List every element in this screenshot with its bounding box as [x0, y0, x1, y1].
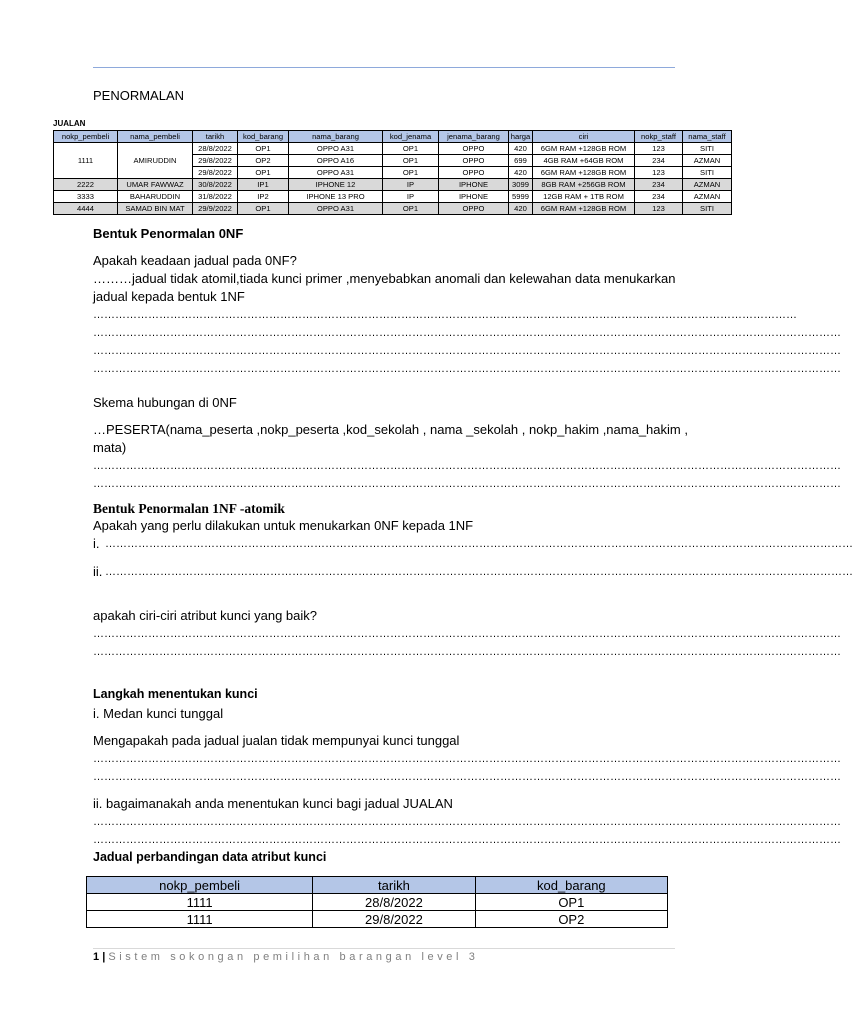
cell: OP1 — [238, 203, 289, 215]
jualan-table — [53, 130, 732, 215]
cell: OPPO A31 — [289, 203, 383, 215]
cell: 6GM RAM +128GB ROM — [533, 143, 635, 155]
cell: 2222 — [54, 179, 118, 191]
col-header: harga — [509, 131, 533, 143]
answer-line[interactable]: …………………………………………………………………………………………………………………………………………………………………………………… — [93, 345, 841, 357]
footer-rule — [93, 948, 675, 949]
answer-line[interactable]: …………………………………………………………………………………………………………………………………………………………………………………… — [93, 628, 841, 640]
cell: 699 — [509, 155, 533, 167]
cell: AZMAN — [683, 155, 732, 167]
question-1nf-2: apakah ciri-ciri atribut kunci yang baik? — [93, 608, 317, 623]
cell: OPPO — [439, 155, 509, 167]
cell: OPPO — [439, 167, 509, 179]
cell: 5999 — [509, 191, 533, 203]
cell: 420 — [509, 167, 533, 179]
page-footer — [93, 951, 478, 963]
footer-separator: | — [102, 951, 106, 963]
col-header: ciri — [533, 131, 635, 143]
answer-0nf-2-line1: …PESERTA(nama_peserta ,nokp_peserta ,kod_sekolah , nama _sekolah , nokp_hakim ,nama_hakim , — [93, 422, 688, 437]
cell: IP1 — [238, 179, 289, 191]
answer-line[interactable]: ………………………………………………………………………………………………………………………………………………………………………… — [93, 309, 797, 321]
section-langkah-title: Langkah menentukan kunci — [93, 687, 258, 701]
cell: OP1 — [475, 894, 667, 911]
cell: IP — [383, 179, 439, 191]
page-number: 1 — [93, 951, 100, 963]
cell: 234 — [635, 179, 683, 191]
cell: 6GM RAM +128GB ROM — [533, 203, 635, 215]
cell: 420 — [509, 203, 533, 215]
footer-caption: Sistem sokongan pemilihan barangan level 3 — [108, 951, 479, 963]
col-header: nama_staff — [683, 131, 732, 143]
cell: OP1 — [383, 155, 439, 167]
cell: IP2 — [238, 191, 289, 203]
cell: 29/8/2022 — [193, 167, 238, 179]
cell: AZMAN — [683, 191, 732, 203]
cell: 3333 — [54, 191, 118, 203]
cell: 234 — [635, 191, 683, 203]
cell: OP2 — [475, 911, 667, 928]
cell: 28/8/2022 — [193, 143, 238, 155]
col-header: jenama_barang — [439, 131, 509, 143]
cell: 123 — [635, 203, 683, 215]
cell: OP2 — [238, 155, 289, 167]
cell: 420 — [509, 143, 533, 155]
cell: 1111 — [87, 894, 313, 911]
cell: OP1 — [238, 167, 289, 179]
cell: SITI — [683, 167, 732, 179]
cell: IPHONE 13 PRO — [289, 191, 383, 203]
cell: AMIRUDDIN — [118, 143, 193, 179]
col-header: nama_barang — [289, 131, 383, 143]
cell: SAMAD BIN MAT — [118, 203, 193, 215]
answer-line[interactable]: …………………………………………………………………………………………………………………………………………………………………………………… — [93, 646, 841, 658]
table-row — [54, 203, 732, 215]
col-header: kod_barang — [475, 877, 667, 894]
col-header: nokp_staff — [635, 131, 683, 143]
cell: OPPO A16 — [289, 155, 383, 167]
answer-line[interactable]: …………………………………………………………………………………………………………………………………………………………………………………… — [105, 566, 853, 578]
cell: OPPO A31 — [289, 167, 383, 179]
answer-line[interactable]: …………………………………………………………………………………………………………………………………………………………………………………… — [93, 753, 841, 765]
question-kunci-1: Mengapakah pada jadual jualan tidak mempunyai kunci tunggal — [93, 733, 460, 748]
col-header: nokp_pembeli — [54, 131, 118, 143]
cell: 29/8/2022 — [313, 911, 475, 928]
cell: IP — [383, 191, 439, 203]
table-row — [54, 179, 732, 191]
answer-line[interactable]: …………………………………………………………………………………………………………………………………………………………………………………… — [93, 363, 841, 375]
col-header: tarikh — [193, 131, 238, 143]
cell: SITI — [683, 143, 732, 155]
kunci-header-row — [87, 877, 668, 894]
cell: 28/8/2022 — [313, 894, 475, 911]
cell: IPHONE 12 — [289, 179, 383, 191]
question-1nf-1: Apakah yang perlu dilakukan untuk menukarkan 0NF kepada 1NF — [93, 518, 474, 533]
answer-line[interactable]: …………………………………………………………………………………………………………………………………………………………………………………… — [93, 460, 841, 472]
answer-line[interactable]: …………………………………………………………………………………………………………………………………………………………………………………… — [93, 834, 841, 846]
cell: 12GB RAM + 1TB ROM — [533, 191, 635, 203]
cell: BAHARUDDIN — [118, 191, 193, 203]
kunci-comparison-table — [86, 876, 668, 928]
top-rule — [93, 67, 675, 68]
cell: OP1 — [383, 203, 439, 215]
col-header: nama_pembeli — [118, 131, 193, 143]
col-header: tarikh — [313, 877, 475, 894]
page-title: PENORMALAN — [93, 88, 185, 103]
cell: 1111 — [54, 143, 118, 179]
col-header: kod_jenama — [383, 131, 439, 143]
table-row — [87, 894, 668, 911]
item-i-label: i. — [93, 536, 100, 551]
jualan-table-label: JUALAN — [53, 119, 86, 128]
cell: 123 — [635, 143, 683, 155]
cell: 3099 — [509, 179, 533, 191]
item-ii-label: ii. — [93, 564, 103, 579]
table-row — [87, 911, 668, 928]
answer-0nf-2-line2: mata) — [93, 440, 127, 455]
cell: 29/8/2022 — [193, 155, 238, 167]
question-0nf-1: Apakah keadaan jadual pada 0NF? — [93, 253, 297, 268]
answer-line[interactable]: …………………………………………………………………………………………………………………………………………………………………………………… — [105, 538, 853, 550]
jualan-header-row — [54, 131, 732, 143]
table-row — [54, 191, 732, 203]
subsection-medan-kunci: i. Medan kunci tunggal — [93, 706, 224, 721]
cell: 4444 — [54, 203, 118, 215]
cell: SITI — [683, 203, 732, 215]
cell: 30/8/2022 — [193, 179, 238, 191]
col-header: kod_barang — [238, 131, 289, 143]
answer-line[interactable]: …………………………………………………………………………………………………………………………………………………………………………………… — [93, 327, 841, 339]
cell: 8GB RAM +256GB ROM — [533, 179, 635, 191]
cell: OPPO — [439, 143, 509, 155]
answer-line[interactable]: …………………………………………………………………………………………………………………………………………………………………………………… — [93, 816, 841, 828]
question-kunci-2: ii. bagaimanakah anda menentukan kunci bagi jadual JUALAN — [93, 796, 453, 811]
cell: IPHONE — [439, 191, 509, 203]
cell: 1111 — [87, 911, 313, 928]
kunci-table-title: Jadual perbandingan data atribut kunci — [93, 850, 327, 864]
answer-line[interactable]: …………………………………………………………………………………………………………………………………………………………………………………… — [93, 771, 841, 783]
cell: OP1 — [383, 167, 439, 179]
cell: IPHONE — [439, 179, 509, 191]
cell: OP1 — [238, 143, 289, 155]
cell: 6GM RAM +128GB ROM — [533, 167, 635, 179]
cell: 29/9/2022 — [193, 203, 238, 215]
cell: AZMAN — [683, 179, 732, 191]
cell: 234 — [635, 155, 683, 167]
cell: UMAR FAWWAZ — [118, 179, 193, 191]
cell: OPPO A31 — [289, 143, 383, 155]
col-header: nokp_pembeli — [87, 877, 313, 894]
answer-line[interactable]: …………………………………………………………………………………………………………………………………………………………………………………… — [93, 478, 841, 490]
question-0nf-2: Skema hubungan di 0NF — [93, 395, 237, 410]
cell: 123 — [635, 167, 683, 179]
cell: 31/8/2022 — [193, 191, 238, 203]
cell: OP1 — [383, 143, 439, 155]
answer-0nf-1-line2: jadual kepada bentuk 1NF — [93, 289, 245, 304]
section-1nf-title: Bentuk Penormalan 1NF -atomik — [93, 501, 285, 516]
cell: 4GB RAM +64GB ROM — [533, 155, 635, 167]
section-0nf-title: Bentuk Penormalan 0NF — [93, 226, 244, 241]
cell: OPPO — [439, 203, 509, 215]
answer-0nf-1-line1: ………jadual tidak atomil,tiada kunci primer ,menyebabkan anomali dan kelewahan data menukarkan — [93, 271, 676, 286]
table-row — [54, 143, 732, 155]
